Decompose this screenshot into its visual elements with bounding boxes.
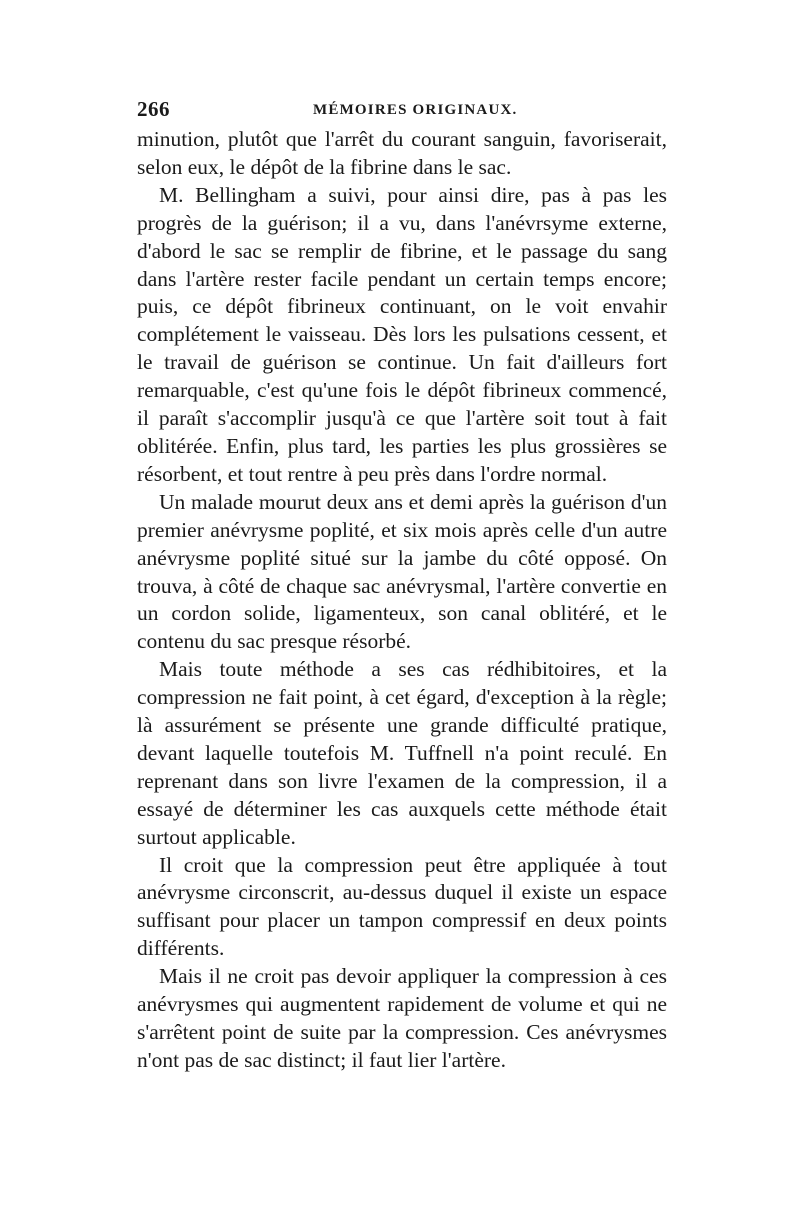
paragraph-indications: Il croit que la compression peut être appliquée à tout anévrysme circonscrit, au-dessus duquel il existe un espace suffisant pour placer un tampon compressif en deux points différents. (137, 852, 667, 961)
page-number: 266 (137, 97, 170, 121)
running-head: MÉMOIRES ORIGINAUX. (313, 102, 518, 118)
paragraph-case-report: Un malade mourut deux ans et demi après la guérison d'un premier anévrysme poplité, et six mois après celle d'un autre anévrysme poplité situé sur la jambe du côté opposé. On trouva, à côté de chaque sac anévrysmal, l'artère convertie en un cordon solide, ligamenteux, son canal oblitéré, et le contenu du sac presque résorbé. (137, 489, 667, 654)
body-text (137, 126, 667, 1075)
paragraph-continuation: minution, plutôt que l'arrêt du courant sanguin, favoriserait, selon eux, le dépôt de la fibrine dans le sac. (137, 127, 667, 179)
paragraph-contraindications: Mais toute méthode a ses cas rédhibitoires, et la compression ne fait point, à cet égard, d'exception à la règle; là assurément se présente une grande difficulté pratique, devant laquelle toutefois M. Tuffnell n'a point reculé. En reprenant dans son livre l'examen de la compression, il a essayé de déterminer les cas auxquels cette méthode était surtout applicable. (137, 657, 667, 849)
page-header (137, 97, 667, 125)
paragraph-ligature: Mais il ne croit pas devoir appliquer la compression à ces anévrysmes qui augmentent rapidement de volume et qui ne s'arrêtent point de suite par la compression. Ces anévrysmes n'ont pas de sac distinct; il faut lier l'artère. (137, 964, 667, 1072)
paragraph-bellingham: M. Bellingham a suivi, pour ainsi dire, pas à pas les progrès de la guérison; il a vu, dans l'anévrsyme externe, d'abord le sac se remplir de fibrine, et le passage du sang dans l'artère rester facile pendant un certain temps encore; puis, ce dépôt fibrineux continuant, on le voit envahir complétement le vaisseau. Dès lors les pulsations cessent, et le travail de guérison se continue. Un fait d'ailleurs fort remarquable, c'est qu'une fois le dépôt fibrineux commencé, il paraît s'accomplir jusqu'à ce que l'artère soit tout à fait oblitérée. Enfin, plus tard, les parties les plus grossières se résorbent, et tout rentre à peu près dans l'ordre normal. (137, 182, 667, 486)
